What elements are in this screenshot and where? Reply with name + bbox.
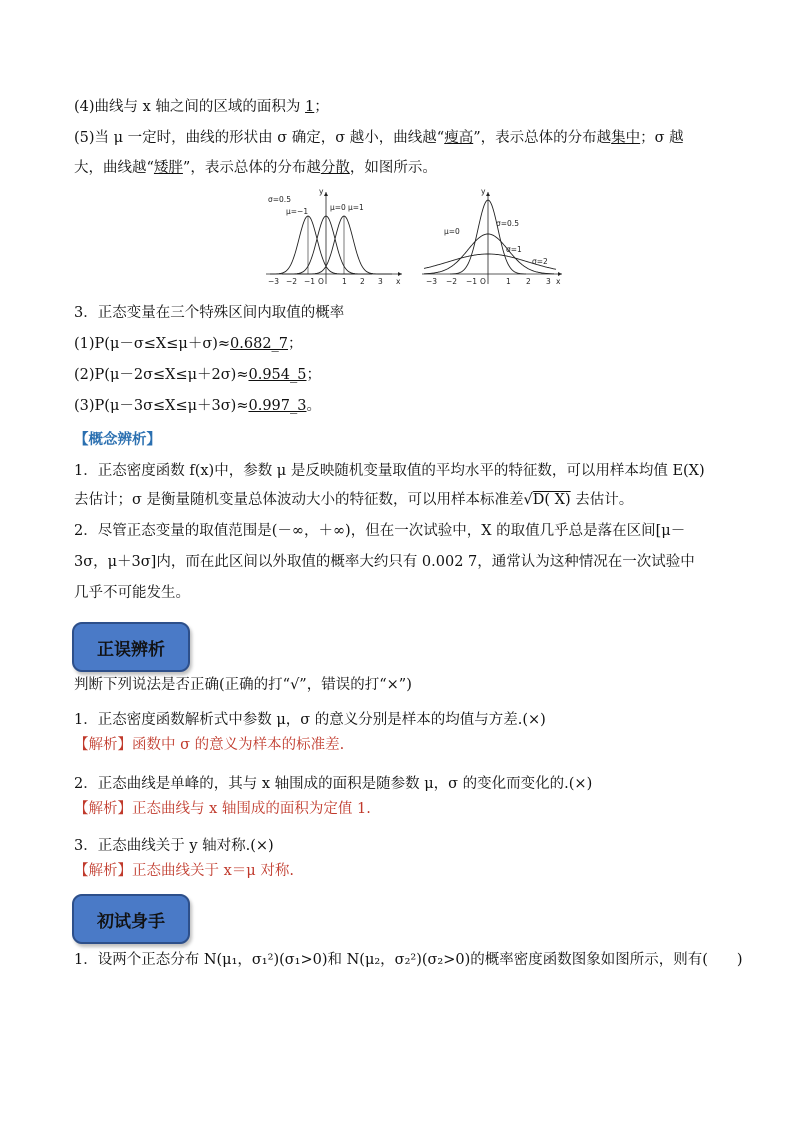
tick-label: −2 [286, 277, 298, 286]
label-sigma-1: σ=1 [506, 245, 522, 254]
probability-item-1 [74, 334, 303, 354]
probability-expr: (2)P(μ－2σ≤X≤μ＋2σ)≈ [74, 367, 249, 383]
label-sigma-0-5: σ=0.5 [496, 219, 519, 228]
probability-expr: (3)P(μ－3σ≤X≤μ＋3σ)≈ [74, 398, 249, 414]
property-5-text-c: ；σ 越 [640, 130, 684, 146]
probability-item-3 [74, 396, 321, 416]
origin-label: O [480, 277, 486, 286]
concept-paragraph-1-line-1: 1．正态密度函数 f(x)中，参数 μ 是反映随机变量取值的平均水平的特征数，可以用样本均值 E(X) [74, 463, 705, 479]
answer-concentrated: 集中 [611, 130, 641, 146]
tick-label: −3 [268, 277, 280, 286]
tick-label: −1 [304, 277, 316, 286]
property-5-text-f: ，如图所示。 [349, 160, 437, 176]
analysis-text: 正态曲线关于 x＝μ 对称. [132, 863, 294, 879]
property-5-text-d: 大，曲线越“ [74, 160, 154, 176]
tick-label: 1 [506, 277, 511, 286]
property-4 [74, 97, 329, 117]
analysis-tag: 【解析】 [74, 737, 132, 753]
sqrt-symbol: √ [523, 492, 533, 508]
label-mu-1: μ=1 [348, 203, 364, 212]
probability-end: 。 [306, 398, 321, 414]
probability-value: 0.954_5 [248, 367, 307, 383]
tick-label: −1 [466, 277, 478, 286]
normal-curves-mu-figure [262, 188, 410, 288]
section-badge-trial: 初试身手 [72, 894, 190, 944]
sqrt-content: D( X) [532, 492, 571, 508]
axis-label-y: y [319, 188, 324, 196]
normal-curves-sigma-figure [420, 188, 570, 288]
label-sigma-0-5: σ=0.5 [268, 195, 291, 204]
label-sigma-2: σ=2 [532, 257, 548, 266]
answer-thin-tall: 瘦高 [444, 130, 474, 146]
section-3-title: 3．正态变量在三个特殊区间内取值的概率 [74, 305, 345, 321]
property-5-text-e: ”，表示总体的分布越 [182, 160, 321, 176]
tick-label: 2 [360, 277, 365, 286]
answer-dispersed: 分散 [320, 160, 350, 176]
analysis-tag: 【解析】 [74, 801, 132, 817]
concept-text-end: 去估计。 [570, 492, 634, 508]
label-mu-minus-1: μ=−1 [286, 207, 309, 216]
property-4-end: ； [314, 99, 329, 115]
origin-label: O [318, 277, 324, 286]
probability-expr: (1)P(μ－σ≤X≤μ＋σ)≈ [74, 336, 231, 352]
judge-question-3: 3．正态曲线关于 y 轴对称.(×) [74, 838, 274, 854]
label-mu-0: μ=0 [444, 227, 460, 236]
axis-label-x: x [396, 277, 401, 286]
tick-label: 3 [546, 277, 551, 286]
concept-paragraph-1-line-2 [74, 490, 633, 510]
probability-value: 0.682_7 [230, 336, 289, 352]
property-5-text-b: ”，表示总体的分布越 [473, 130, 612, 146]
property-5-text-a: (5)当 μ 一定时，曲线的形状由 σ 确定，σ 越小，曲线越“ [74, 130, 445, 146]
trial-question-1: 1．设两个正态分布 N(μ₁，σ₁²)(σ₁>0)和 N(μ₂，σ₂²)(σ₂>0)的概率密度函数图象如图所示，则有( ) [74, 952, 743, 968]
judge-answer-2 [74, 799, 371, 819]
analysis-tag: 【解析】 [74, 863, 132, 879]
section-badge-judge: 正误辨析 [72, 622, 190, 672]
probability-end: ； [288, 336, 303, 352]
judge-intro: 判断下列说法是否正确(正确的打“√”，错误的打“×”) [74, 677, 412, 693]
analysis-text: 正态曲线与 x 轴围成的面积为定值 1. [132, 801, 371, 817]
judge-answer-3 [74, 861, 294, 881]
property-5-line-2 [74, 158, 437, 178]
probability-value: 0.997_3 [248, 398, 307, 414]
judge-question-2: 2．正态曲线是单峰的，其与 x 轴围成的面积是随参数 μ，σ 的变化而变化的.(×) [74, 776, 593, 792]
tick-label: 1 [342, 277, 347, 286]
property-4-text: (4)曲线与 x 轴之间的区域的面积为 [74, 99, 301, 115]
tick-label: 3 [378, 277, 383, 286]
concept-title: 【概念辨析】 [74, 431, 161, 448]
axis-label-x: x [556, 277, 561, 286]
label-mu-0: μ=0 [330, 203, 346, 212]
concept-paragraph-2-line-1: 2．尽管正态变量的取值范围是(－∞，＋∞)，但在一次试验中，X 的取值几乎总是落在区间[μ－ [74, 523, 686, 539]
tick-label: −3 [426, 277, 438, 286]
axis-label-y: y [481, 188, 486, 196]
tick-label: 2 [526, 277, 531, 286]
judge-question-1: 1．正态密度函数解析式中参数 μ，σ 的意义分别是样本的均值与方差.(×) [74, 712, 546, 728]
answer-short-fat: 矮胖 [153, 160, 183, 176]
concept-paragraph-2-line-2: 3σ，μ＋3σ]内，而在此区间以外取值的概率大约只有 0.002 7，通常认为这种情况在一次试验中 [74, 554, 695, 570]
probability-end: ； [306, 367, 321, 383]
tick-label: −2 [446, 277, 458, 286]
probability-item-2 [74, 365, 321, 385]
concept-text: 去估计；σ 是衡量随机变量总体波动大小的特征数，可以用样本标准差 [74, 492, 524, 508]
concept-paragraph-2-line-3: 几乎不可能发生。 [74, 585, 190, 601]
analysis-text: 函数中 σ 的意义为样本的标准差. [132, 737, 345, 753]
property-4-answer: 1 [305, 99, 315, 115]
judge-answer-1 [74, 735, 344, 755]
property-5-line-1 [74, 128, 684, 148]
